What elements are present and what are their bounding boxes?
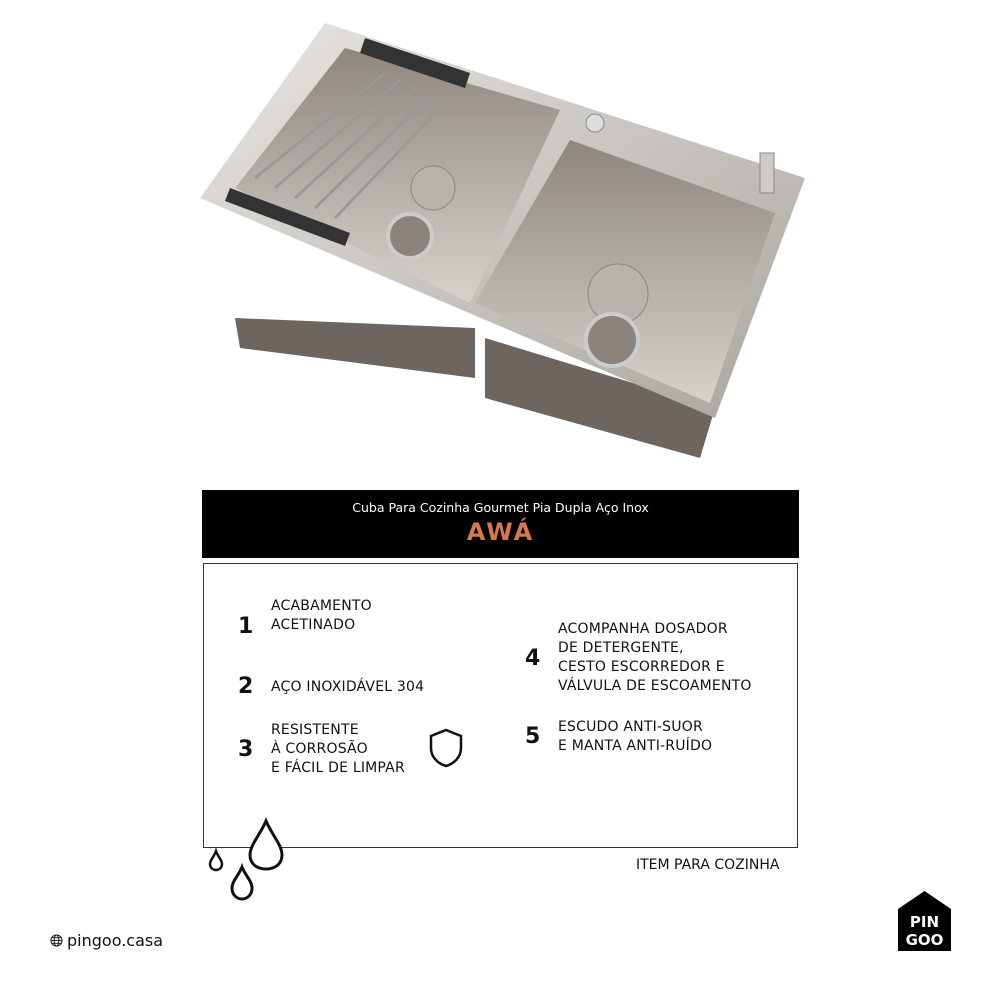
feature-line: DE DETERGENTE,	[558, 640, 684, 656]
feature-line: VÁLVULA DE ESCOAMENTO	[558, 678, 752, 694]
category-label: ITEM PARA COZINHA	[636, 857, 780, 873]
product-subtitle: Cuba Para Cozinha Gourmet Pia Dupla Aço Inox	[352, 500, 649, 515]
website[interactable]	[50, 931, 163, 950]
feature-text	[558, 620, 752, 696]
feature-number: 2	[238, 674, 254, 699]
feature-line: ACABAMENTO	[271, 598, 372, 614]
feature-number: 5	[525, 724, 541, 749]
product-title-banner	[202, 490, 799, 558]
website-url[interactable]: pingoo.casa	[67, 931, 164, 950]
product-name: AWÁ	[466, 518, 535, 546]
feature-text	[271, 678, 424, 697]
shield-icon	[428, 728, 464, 768]
feature-line: ESCUDO ANTI-SUOR	[558, 719, 703, 735]
feature-line: À CORROSÃO	[271, 741, 368, 757]
feature-text	[558, 718, 712, 756]
feature-text	[271, 721, 405, 778]
pingoo-logo	[898, 891, 951, 951]
feature-number: 1	[238, 614, 254, 639]
feature-line: ACETINADO	[271, 617, 356, 633]
water-drops-icon	[200, 815, 290, 905]
svg-text:PIN: PIN	[909, 913, 940, 931]
globe-icon	[50, 934, 63, 947]
feature-text	[271, 597, 372, 635]
feature-number: 3	[238, 737, 254, 762]
feature-line: E FÁCIL DE LIMPAR	[271, 760, 405, 776]
feature-line: E MANTA ANTI-RUÍDO	[558, 738, 713, 754]
feature-line: ACOMPANHA DOSADOR	[558, 621, 728, 637]
feature-number: 4	[525, 646, 541, 671]
feature-line: RESISTENTE	[271, 722, 359, 738]
svg-text:GOO: GOO	[905, 931, 944, 949]
feature-line: CESTO ESCORREDOR E	[558, 659, 725, 675]
feature-line: AÇO INOXIDÁVEL 304	[271, 679, 425, 695]
product-sink-image	[195, 18, 810, 468]
